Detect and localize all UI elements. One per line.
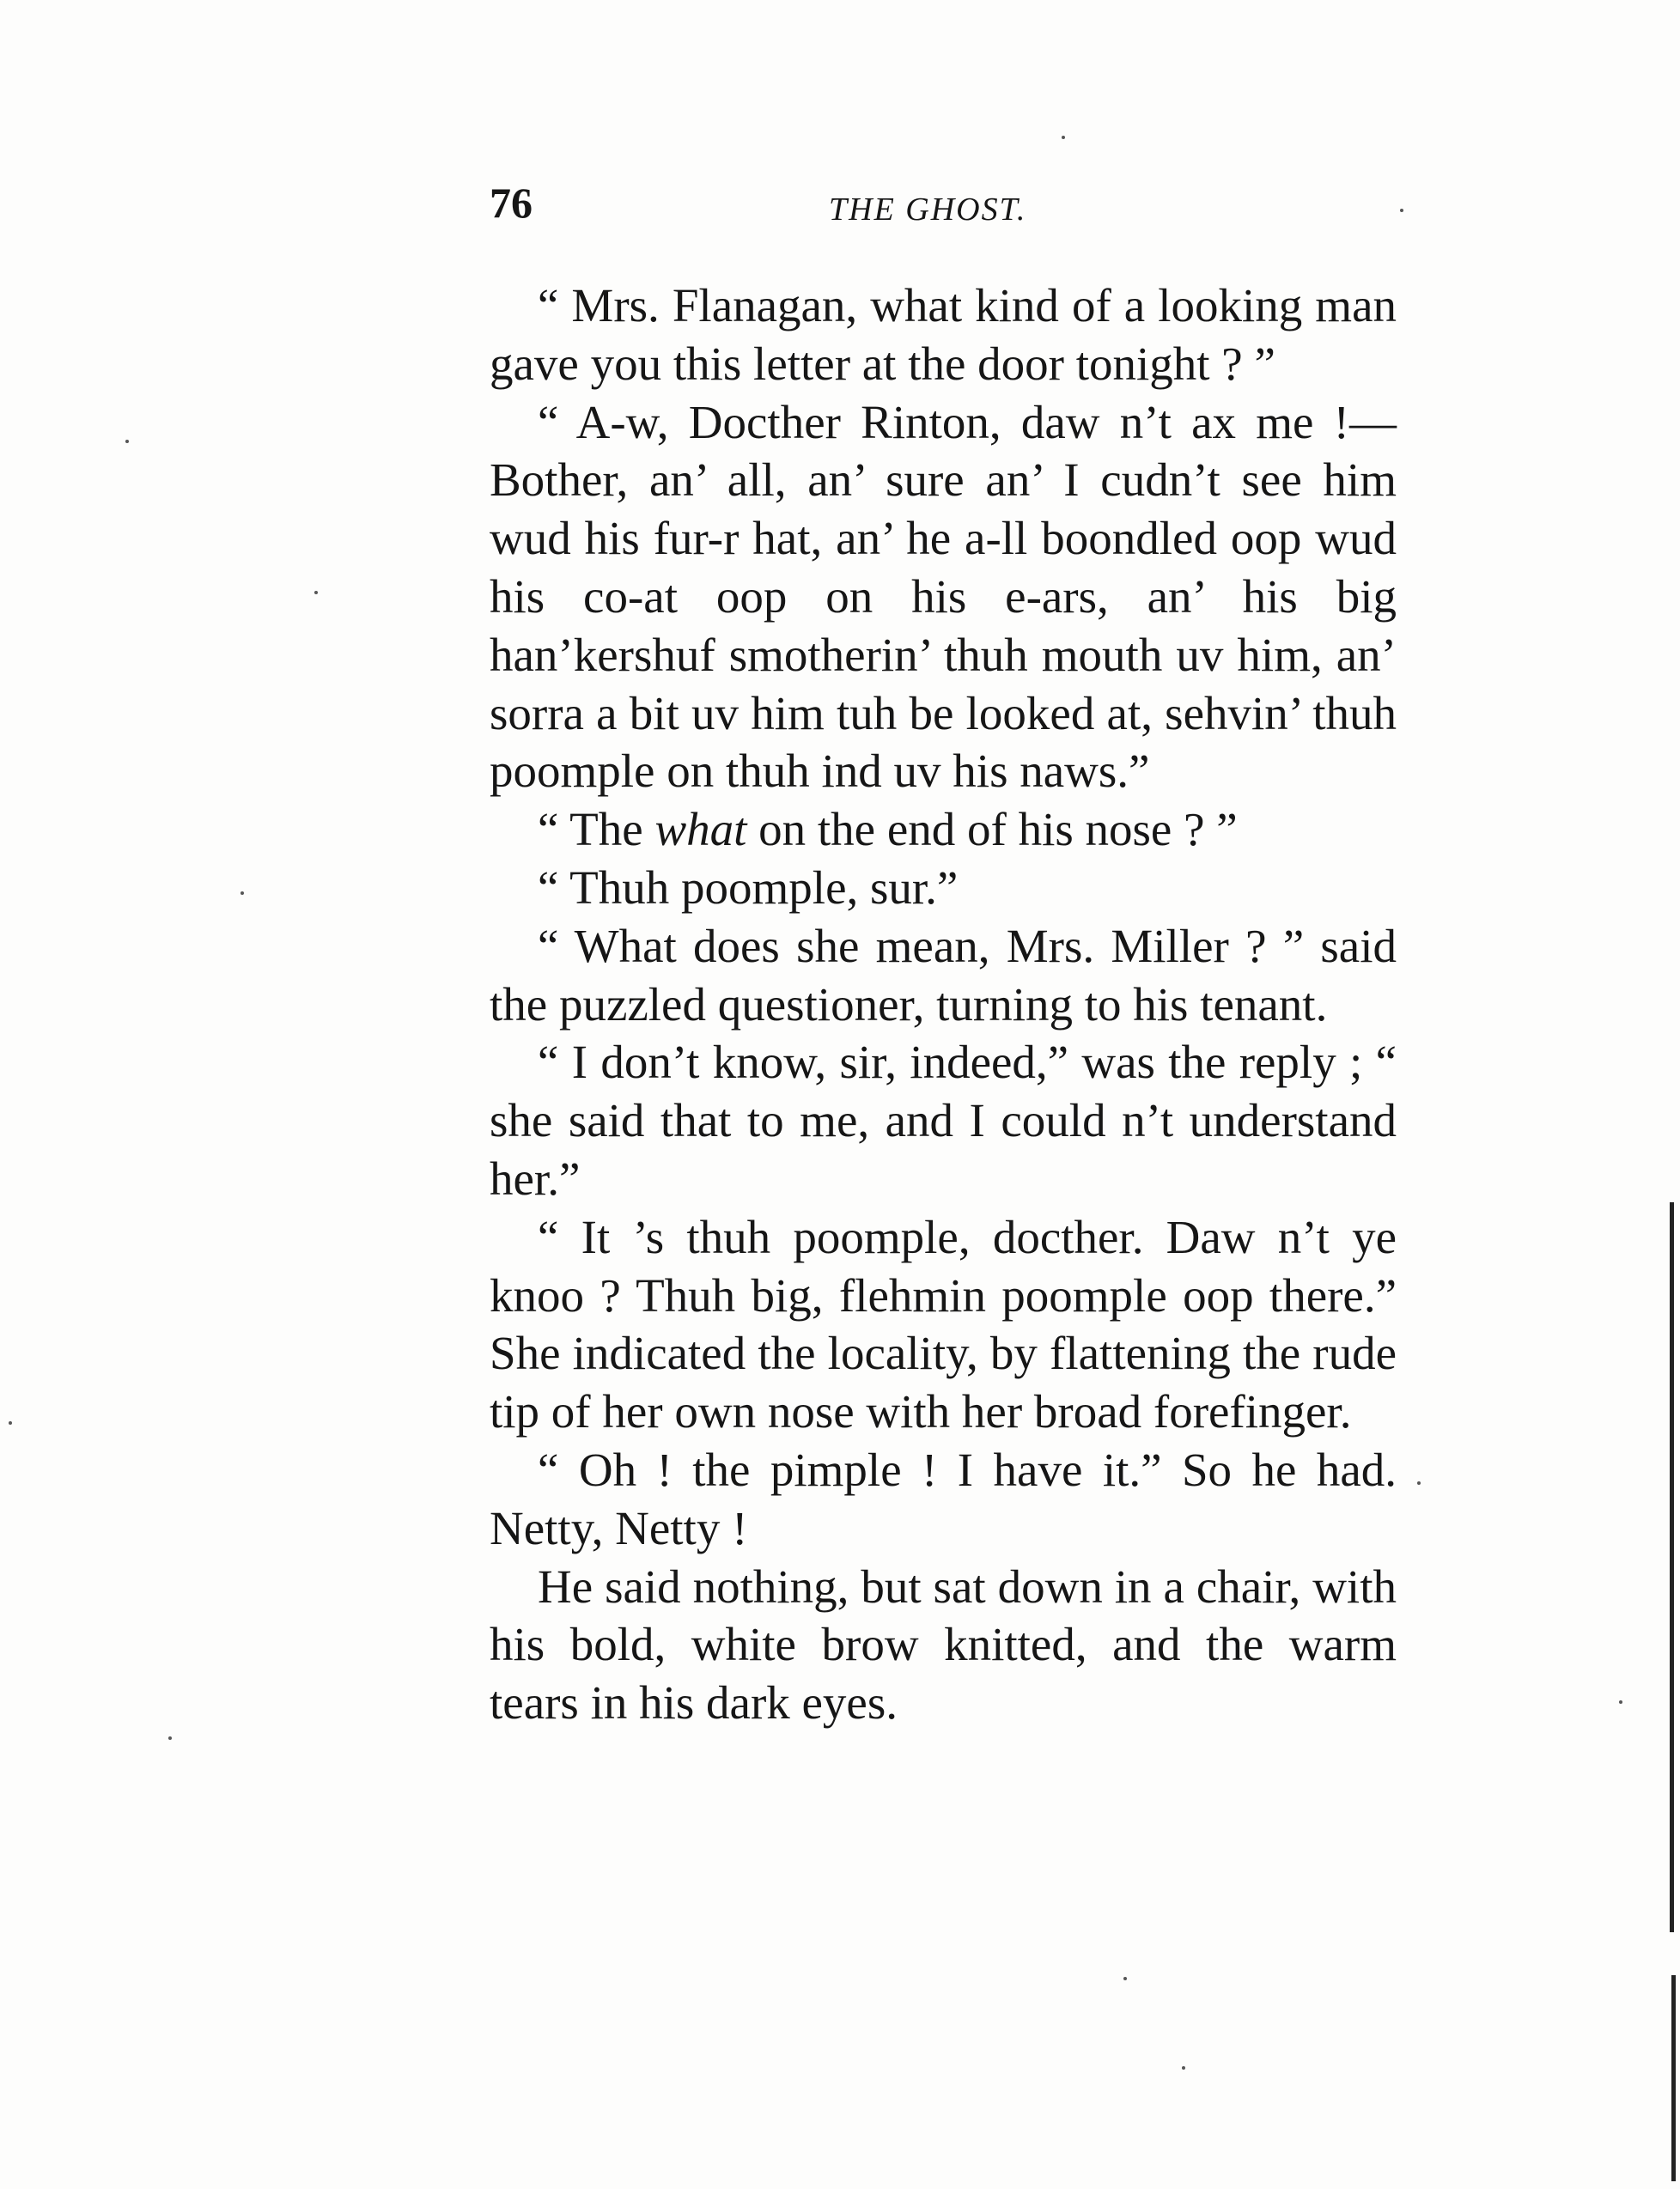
scan-speck (1619, 1700, 1622, 1704)
paragraph (490, 393, 1397, 801)
running-head (490, 177, 1400, 237)
scan-speck (1062, 136, 1065, 139)
page-number: 76 (490, 179, 533, 227)
scan-speck (314, 591, 318, 594)
italic-word: what (654, 803, 747, 856)
paragraph-text: “ I don’t know, sir, indeed,” was the reply ; “ she said that to me, and I could n’t understand her.” (490, 1036, 1397, 1205)
scan-speck (125, 440, 129, 443)
paragraph-text: He said nothing, but sat down in a chair, with his bold, white brow knitted, and the warm tears in his dark eyes. (490, 1560, 1397, 1730)
scan-speck (1417, 1481, 1421, 1485)
paragraph-text: “ It ’s thuh poomple, docther. Daw n’t ye knoo ? Thuh big, flehmin poomple oop there.” She indicated the locality, by flattening the rude tip of her own nose with her broad forefinger. (490, 1210, 1397, 1438)
scan-speck (1182, 2066, 1185, 2070)
paragraph (490, 1441, 1397, 1558)
paragraph (490, 277, 1397, 393)
body-text (490, 277, 1397, 1732)
paragraph-text: “ A-w, Docther Rinton, daw n’t ax me !— Bother, an’ all, an’ sure an’ I cudn’t see him wud his fur-r hat, an’ he a-ll boondled oop wud his co-at oop on his e-ars, an’ his big han’kershuf smotherin’ thuh mouth uv him, an’ sorra a bit uv him tuh be looked at, sehvin’ thuh poomple on thuh ind uv his naws.” (490, 395, 1397, 798)
paragraph-text: “ What does she mean, Mrs. Miller ? ” said the puzzled questioner, turning to his tenant. (490, 919, 1397, 1031)
scan-edge-line (1671, 1975, 1676, 2181)
paragraph-text: “ Mrs. Flanagan, what kind of a looking man gave you this letter at the door tonight ? ” (490, 279, 1397, 390)
paragraph (490, 800, 1397, 859)
scan-speck (240, 891, 244, 895)
paragraph-text: “ Thuh poomple, sur.” (538, 860, 959, 914)
paragraph (490, 859, 1397, 917)
scan-speck (168, 1736, 172, 1740)
scan-speck (1123, 1977, 1127, 1980)
paragraph-text: “ Oh ! the pimple ! I have it.” So he had. Netty, Netty ! (490, 1443, 1397, 1554)
running-title: THE GHOST. (829, 192, 1027, 228)
scan-speck (1400, 209, 1403, 212)
paragraph (490, 917, 1397, 1034)
paragraph (490, 1558, 1397, 1732)
scan-edge-line (1670, 1202, 1674, 1932)
paragraph-text: on the end of his nose ? ” (746, 803, 1238, 856)
paragraph (490, 1033, 1397, 1207)
paragraph-text: “ The (538, 803, 655, 856)
paragraph (490, 1208, 1397, 1441)
scan-speck (9, 1421, 12, 1425)
